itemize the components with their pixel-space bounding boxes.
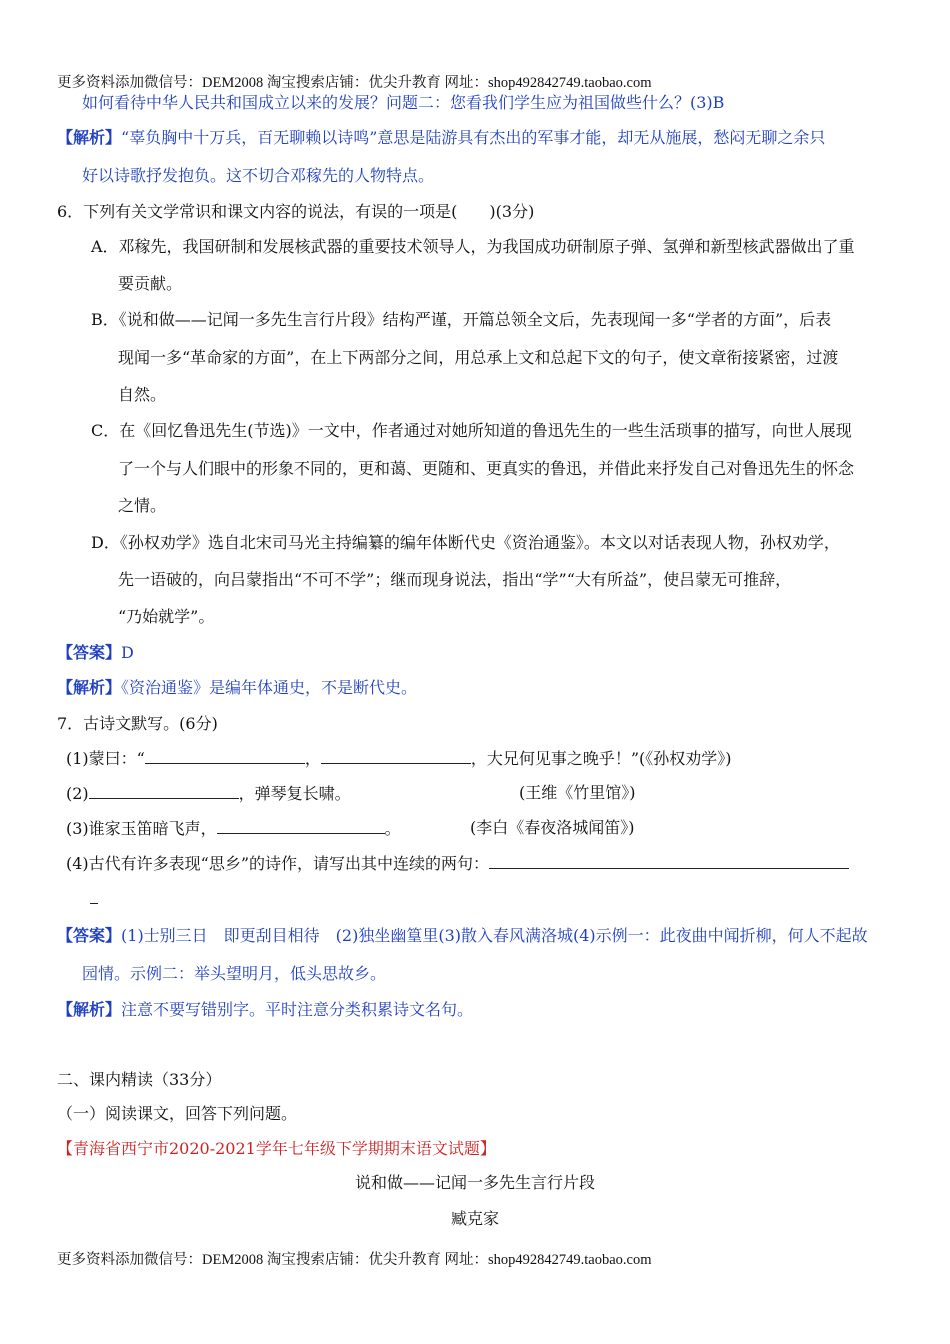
q6-option-a-line1: A．邓稼先，我国研制和发展核武器的重要技术领导人，为我国成功研制原子弹、氢弹和新型核武器做出了重	[91, 237, 855, 256]
section-subtitle: （一）阅读课文，回答下列问题。	[57, 1104, 298, 1123]
analysis-text: 《资治通鉴》是编年体通史，不是断代史。	[121, 678, 418, 697]
q7-part1-mid: ，	[304, 749, 321, 768]
q7-part2	[66, 783, 351, 804]
q7-part4	[66, 853, 849, 874]
exam-source: 【青海省西宁市2020-2021学年七年级下学期期末语文试题】	[57, 1139, 496, 1158]
q7-part1-prefix: (1)蒙曰：“	[66, 749, 145, 768]
article-title: 说和做——记闻一多先生言行片段	[354, 1173, 595, 1192]
q6-option-b-line1: B．《说和做——记闻一多先生言行片段》结构严谨，开篇总领全文后，先表现闻一多“学者的方面”，后表	[91, 310, 832, 329]
q6-option-c-line2: 了一个与人们眼中的形象不同的，更和蔼、更随和、更真实的鲁迅，并借此来抒发自己对鲁迅先生的怀念	[118, 459, 855, 478]
analysis-text: “辜负胸中十万兵，百无聊赖以诗鸣”意思是陆游具有杰出的军事才能，却无从施展，愁闷无聊之余只	[121, 128, 826, 147]
answer-blank[interactable]	[321, 748, 471, 764]
q7-part3	[66, 818, 401, 839]
analysis-tag: 【解析】	[57, 678, 122, 697]
q6-option-b-line3: 自然。	[118, 385, 167, 404]
previous-analysis-line1	[57, 128, 825, 148]
page-header: 更多资料添加微信号：DEM2008 淘宝搜索店铺：优尖升教育 网址：shop492842749.taobao.com	[57, 75, 652, 91]
page-footer: 更多资料添加微信号：DEM2008 淘宝搜索店铺：优尖升教育 网址：shop492842749.taobao.com	[57, 1252, 652, 1268]
section-title: 二、课内精读（33分）	[57, 1070, 222, 1089]
q6-option-c-line1: C．在《回忆鲁迅先生(节选)》一文中，作者通过对她所知道的鲁迅先生的一些生活琐事的描写，向世人展现	[91, 421, 852, 440]
q7-part1-suffix: ，大兄何见事之晚乎！”(《孙权劝学》)	[470, 749, 732, 768]
answer-blank[interactable]	[217, 818, 385, 834]
q7-part3-source: (李白《春夜洛城闻笛》)	[470, 818, 635, 837]
q6-option-b-line2: 现闻一多“革命家的方面”，在上下两部分之间，用总承上文和总起下文的句子，使文章衔接紧密，过渡	[118, 348, 839, 367]
q7-analysis	[57, 1000, 473, 1020]
answer-blank[interactable]	[89, 783, 239, 799]
q7-stem: 7．古诗文默写。(6分)	[57, 714, 218, 733]
analysis-tag: 【解析】	[57, 1000, 122, 1019]
answer-tag: 【答案】	[57, 643, 122, 662]
previous-answer-tail: 如何看待中华人民共和国成立以来的发展？问题二：您看我们学生应为祖国做些什么？(3)B	[82, 93, 725, 112]
answer-value: D	[121, 643, 134, 662]
answer-blank[interactable]	[489, 853, 849, 869]
article-author: 臧克家	[450, 1209, 499, 1228]
answer-blank[interactable]	[145, 748, 305, 764]
answer-tag: 【答案】	[57, 926, 122, 945]
q7-part2-source: (王维《竹里馆》)	[519, 783, 636, 802]
q7-part2-prefix: (2)	[66, 784, 89, 803]
q7-answer-line1	[57, 926, 868, 946]
q7-part3-suffix: 。	[384, 819, 401, 838]
previous-analysis-line2: 好以诗歌抒发抱负。这不切合邓稼先的人物特点。	[82, 166, 435, 185]
q6-analysis	[57, 678, 417, 698]
q7-part4-text: (4)古代有许多表现“思乡”的诗作，请写出其中连续的两句：	[66, 854, 490, 873]
answer-text: (1)士别三日 即更刮目相待 (2)独坐幽篁里(3)散入春风满洛城(4)示例一：此夜曲中闻折柳，何人不起故	[121, 926, 868, 945]
q7-part2-suffix: ，弹琴复长啸。	[238, 784, 351, 803]
q6-option-d-line2: 先一语破的，向吕蒙指出“不可不学”；继而现身说法，指出“学”“大有所益”，使吕蒙无可推辞，	[118, 570, 792, 589]
analysis-tag: 【解析】	[57, 128, 122, 147]
q6-option-c-line3: 之情。	[118, 496, 167, 515]
q7-part4-blank-continuation[interactable]	[90, 903, 98, 904]
q7-part3-prefix: (3)谁家玉笛暗飞声，	[66, 819, 217, 838]
q7-answer-line2: 园情。示例二：举头望明月，低头思故乡。	[82, 964, 387, 983]
q6-stem: 6．下列有关文学常识和课文内容的说法，有误的一项是( )(3分)	[57, 202, 535, 221]
q6-option-d-line1: D．《孙权劝学》选自北宋司马光主持编纂的编年体断代史《资治通鉴》。本文以对话表现人物，孙权劝学，	[91, 533, 840, 552]
q7-part1	[66, 748, 732, 769]
analysis-text: 注意不要写错别字。平时注意分类积累诗文名句。	[121, 1000, 474, 1019]
q6-answer	[57, 643, 134, 663]
q6-option-d-line3: “乃始就学”。	[118, 607, 215, 626]
q6-option-a-line2: 要贡献。	[118, 274, 183, 293]
